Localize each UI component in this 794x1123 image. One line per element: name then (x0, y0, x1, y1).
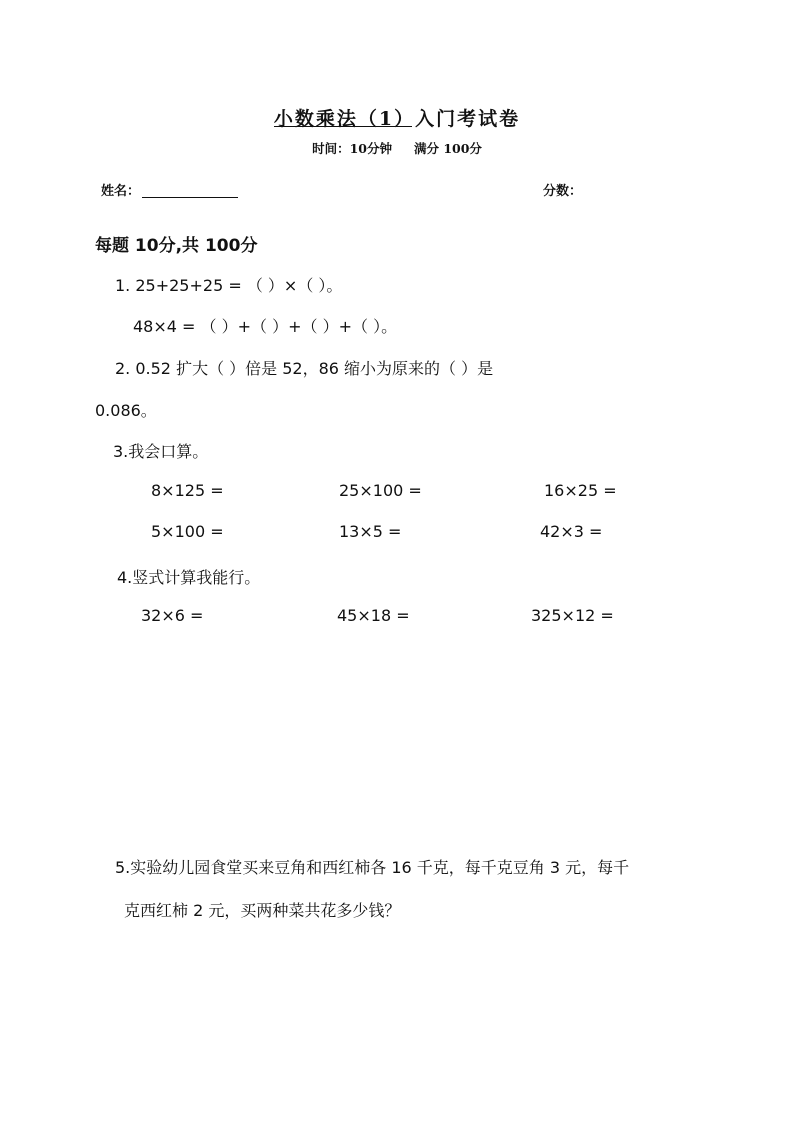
question-1-line-1: 1. 25+25+25 = （ ）×（ ）。 (115, 276, 343, 295)
full-score: 满分 100分 (413, 141, 482, 156)
oral-calc-item: 42×3 = (540, 522, 603, 541)
oral-calc-item: 16×25 = (544, 481, 617, 500)
question-3-title: 3.我会口算。 (113, 442, 209, 461)
question-2-line-2: 0.086。 (95, 401, 157, 420)
oral-calc-item: 25×100 = (339, 481, 422, 500)
page-title: 小数乘法（1）入门考试卷 (273, 108, 521, 130)
title-underline (274, 126, 412, 127)
section-heading: 每题 10分,共 100分 (95, 236, 258, 256)
exam-info (0, 139, 794, 157)
question-5-line-1: 5.实验幼儿园食堂买来豆角和西红柿各 16 千克，每千克豆角 3 元，每千 (115, 858, 630, 877)
question-1-line-2: 48×4 = （ ）+（ ）+（ ）+（ ）。 (133, 317, 398, 336)
name-field[interactable] (101, 180, 238, 199)
oral-calc-item: 5×100 = (151, 522, 224, 541)
name-label: 姓名： (101, 184, 141, 199)
question-2-line-1: 2. 0.52 扩大（ ）倍是 52，86 缩小为原来的（ ）是 (115, 359, 494, 378)
oral-calc-item: 13×5 = (339, 522, 402, 541)
oral-calc-item: 8×125 = (151, 481, 224, 500)
question-4-title: 4.竖式计算我能行。 (117, 568, 261, 587)
score-label: 分数： (543, 184, 583, 199)
time-limit: 时间：10分钟 (312, 141, 392, 156)
vertical-calc-item: 325×12 = (531, 606, 614, 625)
vertical-calc-item: 32×6 = (141, 606, 204, 625)
name-blank[interactable] (142, 183, 238, 198)
vertical-calc-item: 45×18 = (337, 606, 410, 625)
question-5-line-2: 克西红柿 2 元，买两种菜共花多少钱？ (124, 901, 401, 920)
